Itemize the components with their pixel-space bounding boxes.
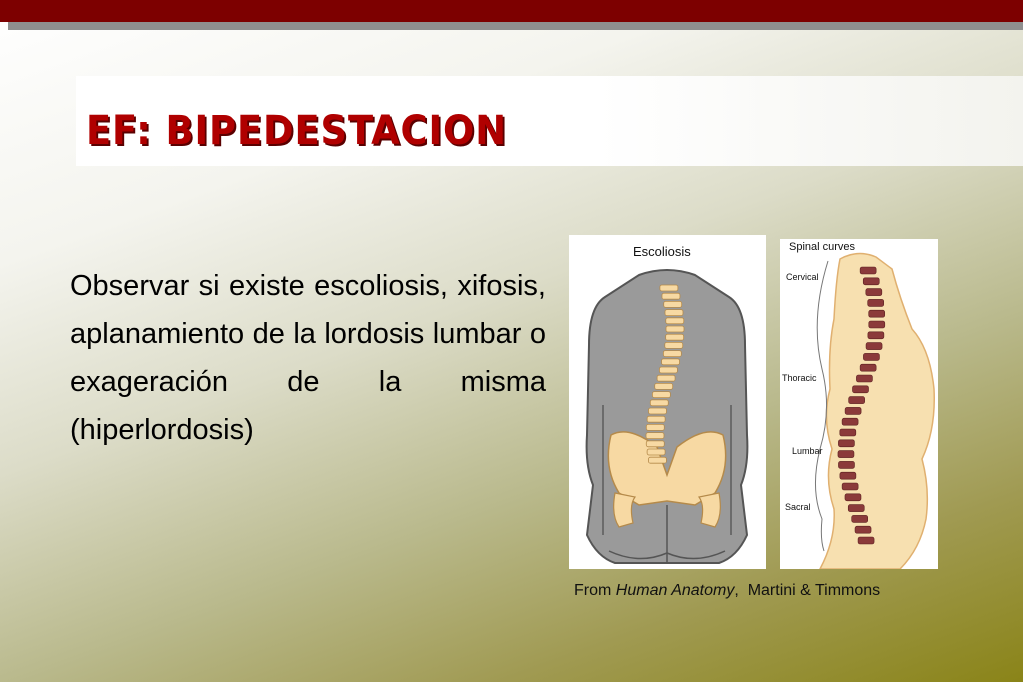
caption-separator: , — [734, 582, 739, 599]
caption-book-title: Human Anatomy — [615, 582, 735, 599]
vertebra — [869, 321, 885, 328]
spinal-curves-illustration — [780, 239, 938, 569]
caption-prefix: From — [574, 582, 616, 599]
vertebra — [863, 353, 879, 360]
vertebra — [845, 494, 861, 501]
vertebra — [838, 440, 854, 447]
vertebra — [842, 483, 858, 490]
top-shadow-bar — [8, 22, 1023, 30]
vertebra — [860, 267, 876, 274]
vertebra — [840, 429, 856, 436]
vertebra — [858, 537, 874, 544]
vertebra — [647, 416, 665, 422]
vertebra — [856, 375, 872, 382]
vertebra — [646, 433, 664, 439]
scoliosis-label: Escoliosis — [633, 244, 691, 259]
vertebra — [665, 310, 683, 316]
vertebra — [838, 461, 854, 468]
vertebra — [849, 397, 865, 404]
vertebra — [650, 400, 668, 406]
vertebra — [853, 386, 869, 393]
vertebra — [646, 424, 664, 430]
vertebra — [852, 515, 868, 522]
vertebra — [663, 351, 681, 357]
vertebra — [662, 359, 680, 365]
vertebra — [648, 457, 666, 463]
vertebra — [665, 342, 683, 348]
slide-title: EF: BIPEDESTACION — [86, 108, 507, 154]
figure-caption — [574, 582, 880, 600]
caption-authors: Martini & Timmons — [747, 582, 881, 599]
cervical-label: Cervical — [786, 272, 819, 282]
spinal-curves-figure — [780, 239, 938, 569]
vertebra — [646, 441, 664, 447]
vertebra — [840, 472, 856, 479]
spinal-curves-title: Spinal curves — [789, 241, 856, 253]
vertebra — [657, 375, 675, 381]
vertebra — [660, 285, 678, 291]
vertebra — [838, 451, 854, 458]
thoracic-label: Thoracic — [782, 373, 817, 383]
vertebra — [662, 293, 680, 299]
vertebra — [666, 318, 684, 324]
sacral-label: Sacral — [785, 502, 811, 512]
slide-body-text: Observar si existe escoliosis, xifosis, aplanamiento de la lordosis lumbar o exageración de la misma (hiperlordosis) — [70, 270, 546, 446]
vertebra — [652, 392, 670, 398]
vertebra — [845, 407, 861, 414]
vertebra — [866, 289, 882, 296]
vertebra — [848, 505, 864, 512]
vertebra — [648, 408, 666, 414]
vertebra — [666, 334, 684, 340]
top-accent-bar — [0, 0, 1023, 22]
scoliosis-illustration — [569, 235, 766, 569]
lumbar-label: Lumbar — [792, 446, 823, 456]
vertebra — [860, 364, 876, 371]
scoliosis-figure — [569, 235, 766, 569]
vertebra — [869, 310, 885, 317]
vertebra — [855, 526, 871, 533]
vertebra — [866, 343, 882, 350]
vertebra — [666, 326, 684, 332]
vertebra — [868, 332, 884, 339]
vertebra — [659, 367, 677, 373]
vertebra — [863, 278, 879, 285]
vertebra — [868, 299, 884, 306]
vertebra — [647, 449, 665, 455]
vertebra — [655, 383, 673, 389]
vertebra — [842, 418, 858, 425]
vertebra — [664, 301, 682, 307]
